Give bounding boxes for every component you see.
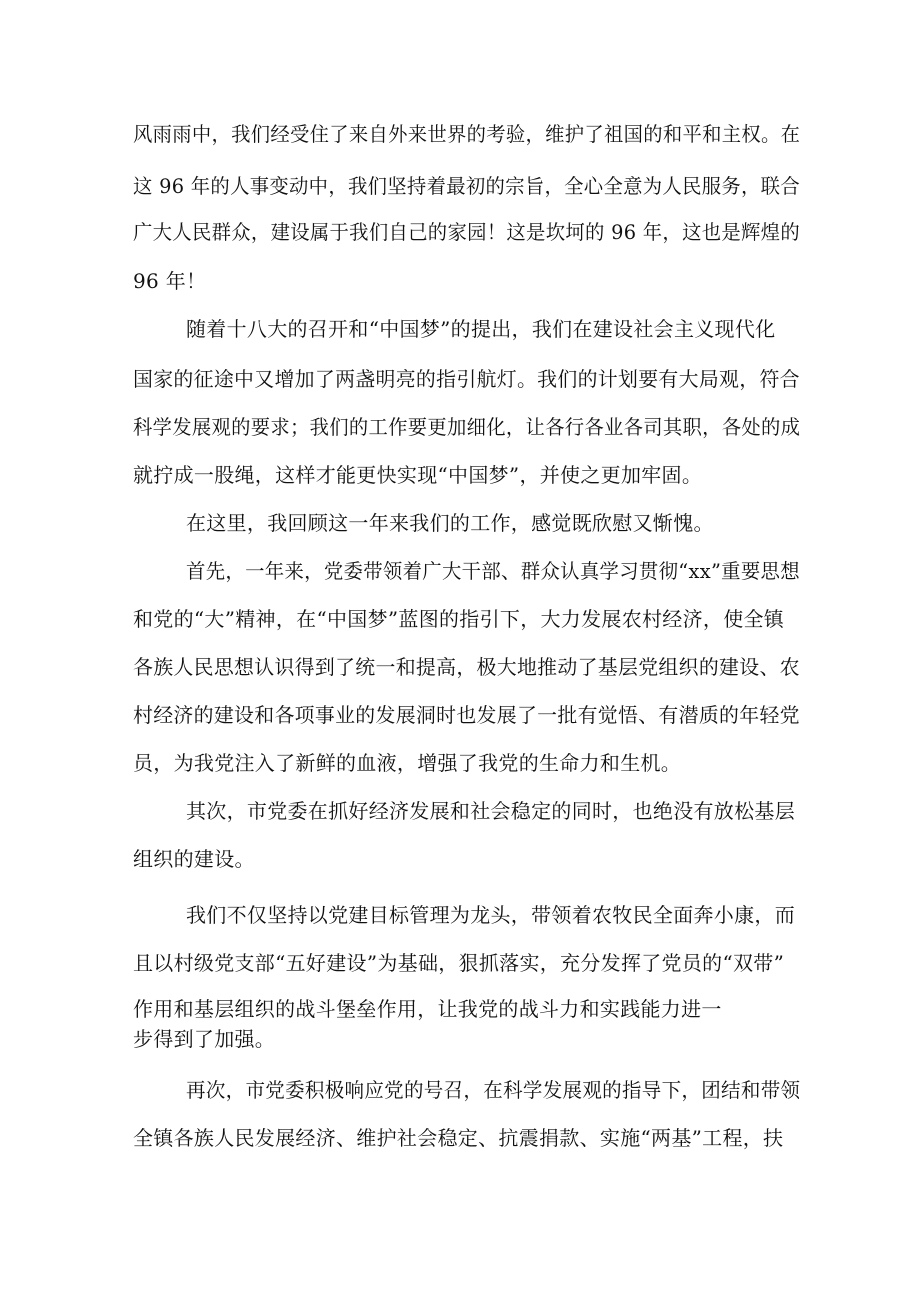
text-line: 我们不仅坚持以党建目标管理为龙头，带领着农牧民全面奔小康，而 xyxy=(186,903,795,927)
text-line: 就拧成一股绳，这样才能更快实现“中国梦”，并使之更加牢固。 xyxy=(133,463,703,487)
text-line: 国家的征途中又增加了两盏明亮的指引航灯。我们的计划要有大局观，符合 xyxy=(133,367,800,391)
text-line: 全镇各族人民发展经济、维护社会稳定、抗震捐款、实施“两基”工程，扶 xyxy=(133,1126,784,1150)
text-line: 广大人民群众，建设属于我们自己的家园！这是坎坷的 96 年，这也是辉煌的 xyxy=(133,220,800,244)
text-line: 员，为我党注入了新鲜的血液，增强了我党的生命力和生机。 xyxy=(133,751,682,775)
text-line: 和党的“大”精神，在“中国梦”蓝图的指引下，大力发展农村经济，使全镇 xyxy=(133,607,785,631)
text-line: 96 年！ xyxy=(133,269,207,293)
text-line: 随着十八大的召开和“中国梦”的提出，我们在建设社会主义现代化 xyxy=(186,317,776,341)
text-line: 组织的建设。 xyxy=(133,847,255,871)
text-line: 风雨雨中，我们经受住了来自外来世界的考验，维护了祖国的和平和主权。在 xyxy=(133,122,801,146)
text-line: 科学发展观的要求；我们的工作要更加细化，让各行各业各司其职，各处的成 xyxy=(133,415,801,439)
text-line: 这 96 年的人事变动中，我们坚持着最初的宗旨，全心全意为人民服务，联合 xyxy=(133,174,800,198)
text-line: 在这里，我回顾这一年来我们的工作，感觉既欣慰又惭愧。 xyxy=(186,511,714,535)
text-line: 作用和基层组织的战斗堡垒作用，让我党的战斗力和实践能力进一 xyxy=(133,997,722,1021)
text-line: 且以村级党支部“五好建设”为基础，狠抓落实，充分发挥了党员的“双带” xyxy=(133,951,785,975)
text-line: 其次，市党委在抓好经济发展和社会稳定的同时，也绝没有放松基层 xyxy=(186,799,795,823)
text-line: 各族人民思想认识得到了统一和提高，极大地推动了基层党组织的建设、农 xyxy=(133,655,800,679)
text-line: 首先，一年来，党委带领着广大干部、群众认真学习贯彻“xx”重要思想 xyxy=(186,559,800,583)
text-line: 村经济的建设和各项事业的发展洞时也发展了一批有觉悟、有潜质的年轻党 xyxy=(133,703,800,727)
text-line: 步得到了加强。 xyxy=(133,1027,276,1051)
text-line: 再次，市党委积极响应党的号召，在科学发展观的指导下，团结和带领 xyxy=(186,1078,801,1102)
